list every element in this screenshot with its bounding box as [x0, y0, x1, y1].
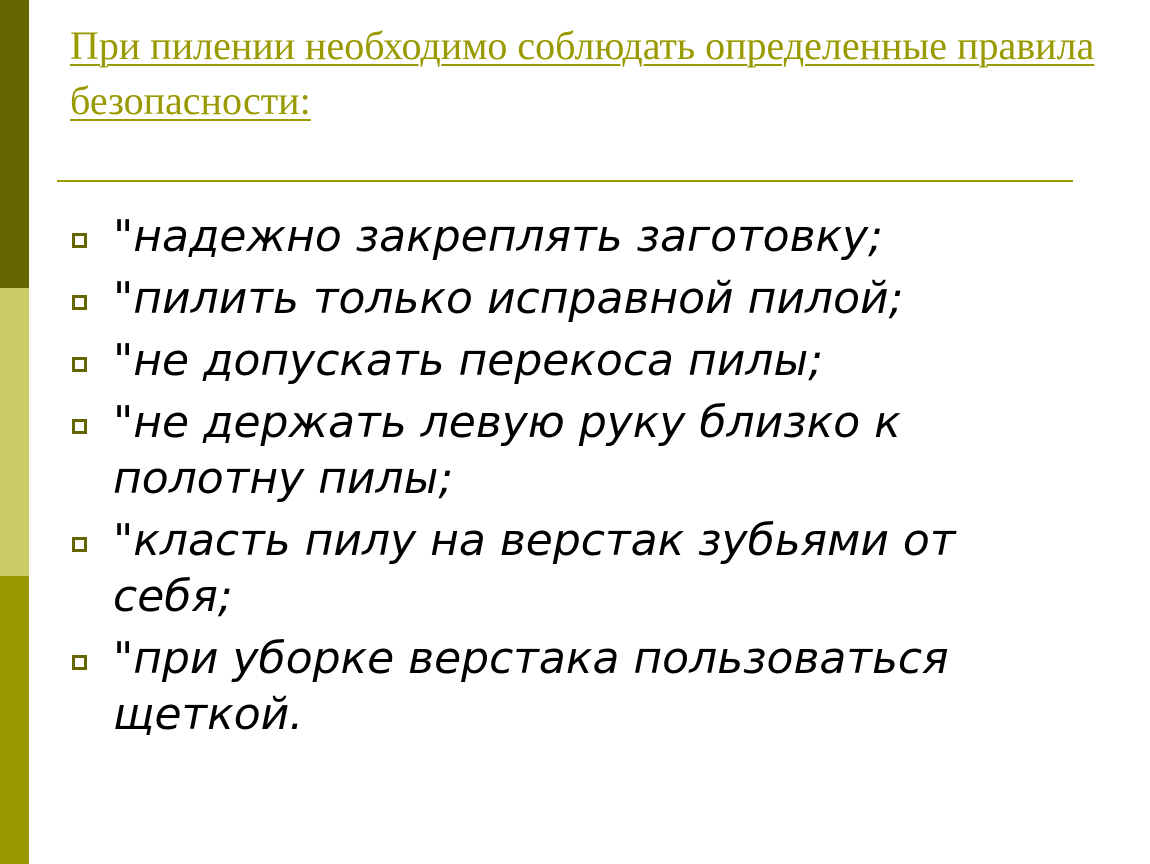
square-bullet-icon [72, 295, 87, 310]
side-bar-top [0, 0, 29, 288]
square-bullet-icon [72, 357, 87, 372]
bullet-text: "класть пилу на верстак зубьями от себя; [113, 515, 956, 622]
side-bar-middle [0, 288, 29, 576]
square-bullet-icon [72, 419, 87, 434]
square-bullet-icon [72, 233, 87, 248]
side-bar-bottom [0, 576, 29, 864]
slide-title: При пилении необходимо соблюдать определенные правила безопасности: [70, 23, 1095, 123]
bullet-text: "надежно закреплять заготовку; [113, 211, 883, 262]
bullet-text: "не допускать перекоса пилы; [113, 335, 824, 386]
title-divider [57, 180, 1073, 182]
bullet-text: "при уборке верстака пользоваться щеткой. [113, 633, 949, 740]
square-bullet-icon [72, 537, 87, 552]
bullet-item [72, 209, 1072, 265]
bullet-item [72, 395, 1072, 507]
bullet-item [72, 271, 1072, 327]
bullet-list [72, 209, 1072, 749]
bullet-item [72, 513, 1072, 625]
bullet-item [72, 631, 1072, 743]
bullet-item [72, 333, 1072, 389]
bullet-text: "не держать левую руку близко к полотну пилы; [113, 397, 901, 504]
bullet-text: "пилить только исправной пилой; [113, 273, 904, 324]
square-bullet-icon [72, 655, 87, 670]
